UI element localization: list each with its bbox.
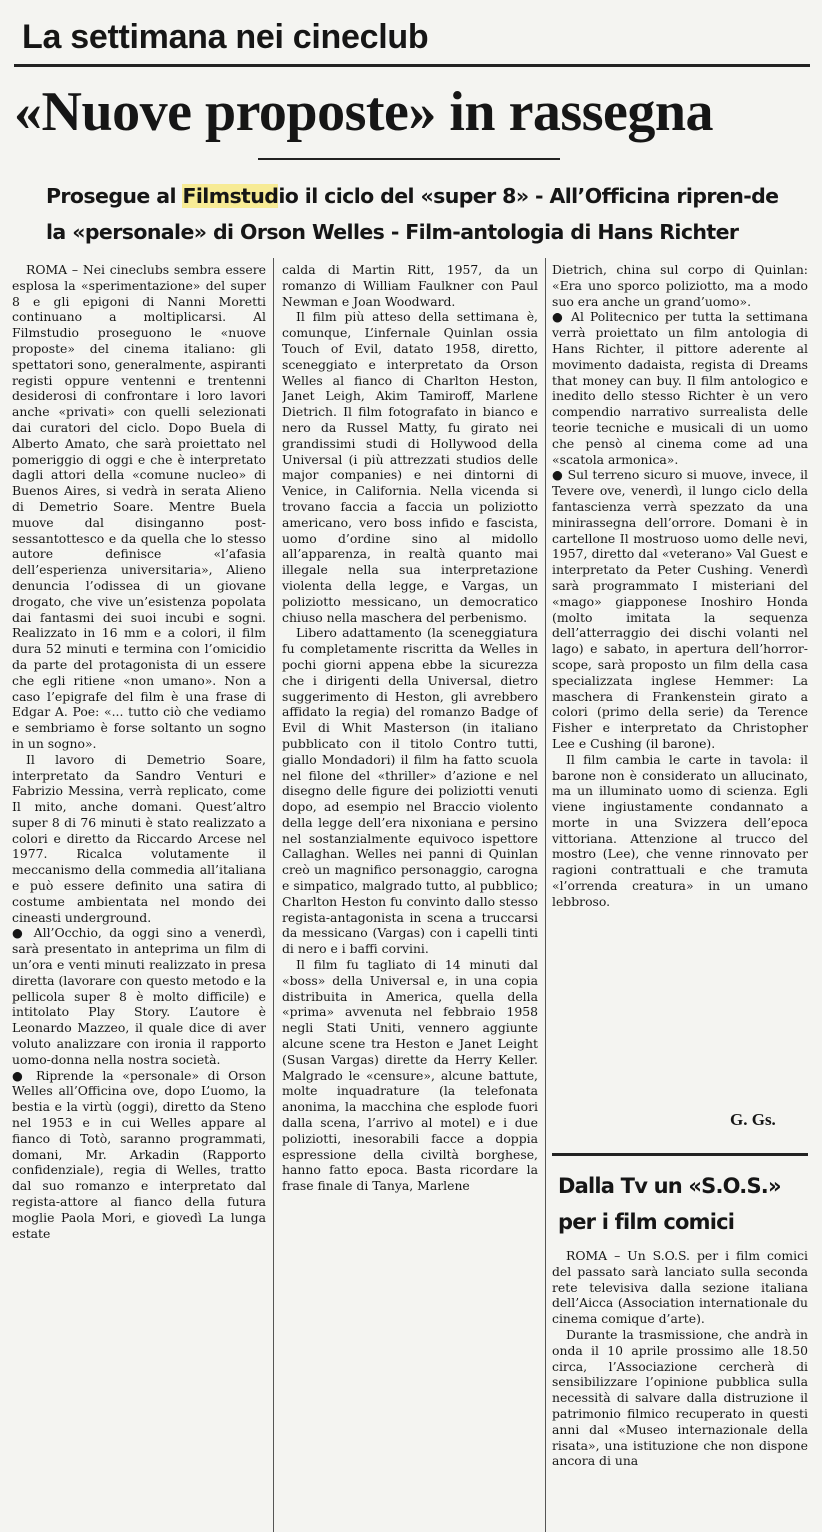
- column-divider: [273, 258, 274, 1532]
- paragraph: calda di Martin Ritt, 1957, da un romanzo di William Faulkner con Paul Newman e Joan Woodward.: [282, 262, 538, 309]
- paragraph: ROMA – Nei cineclubs sembra essere esplosa la «sperimentazione» del super 8 e gli epigoni di Nanni Moretti continuano a moltiplicarsi. Al Filmstudio proseguono le «nuove proposte» del cinema italiano: gli spettatori sono, generalmente, aspiranti registi oppure ventenni e trentenni desiderosi di confrontare i loro lavori anche «privati» con quelli selezionati dai curatori del ciclo. Dopo Buela di Alberto Amato, che sarà proiettato nel pomeriggio di oggi e che è interpretato dagli attori della «comune nucleo» di Buenos Aires, si vedrà in serata Alieno di Demetrio Soare. Mentre Buela muove dal disinganno post-sessantottesco e da quella che lo stesso autore definisce «l’afasia dell’esperienza universitaria», Alieno denuncia l’odissea di un giovane drogato, che vive un’esistenza popolata dai fantasmi dei suoi incubi e sogni. Realizzato in 16 mm e a colori, il film dura 52 minuti e termina con l’omicidio da parte del protagonista di un essere che egli ritiene «non umano». Non a caso l’epigrafe del film è una frase di Edgar A. Poe: «... tutto ciò che vediamo e sembriamo è forse soltanto un sogno in un sogno».: [12, 262, 266, 751]
- article-column-3: [552, 262, 808, 1110]
- kicker-rule: [14, 64, 810, 67]
- section-kicker: La settimana nei cineclub: [22, 18, 429, 56]
- headline-rule: [258, 158, 560, 160]
- paragraph: Libero adattamento (la sceneggiatura fu completamente riscritta da Welles in pochi giorni appena ebbe la sicurezza che i dirigenti della Universal, dietro suggerimento di Heston, gli avrebbero affidato la regia) del romanzo Badge of Evil di Whit Masterson (in italiano pubblicato con il titolo Contro tutti, giallo Mondadori) il film ha fatto scuola nel filone del «thriller» d’azione e nel disegno delle figure dei poliziotti venuti dopo, ad esempio nel Braccio violento della legge dell’era nixoniana e persino nel sostanzialmente equivoco ispettore Callaghan. Welles nei panni di Quinlan creò un magnifico personaggio, carogna e simpatico, malgrado tutto, al pubblico; Charlton Heston fu convinto dallo stesso regista-antagonista in scena a truccarsi da messicano (Vargas) con i capelli tinti di nero e i baffi corvini.: [282, 625, 538, 957]
- paragraph: Durante la trasmissione, che andrà in onda il 10 aprile prossimo alle 18.50 circa, l’Associazione cercherà di sensibilizzare l’opinione pubblica sulla necessità di salvare dalla distruzione il patrimonio filmico recuperato in questi anni dal «Museo internazionale della risata», una istituzione che non dispone ancora di una: [552, 1326, 808, 1469]
- column-divider: [545, 258, 546, 1532]
- paragraph: ● Riprende la «personale» di Orson Welles all’Officina ove, dopo L’uomo, la bestia e la virtù (oggi), diretto da Steno nel 1953 e in cui Welles appare al fianco di Totò, saranno programmati, domani, Mr. Arkadin (Rapporto confidenziale), regia di Welles, tratto dal suo romanzo e interpretato dal regista-attore al fianco della futura moglie Paola Mori, e giovedì La lunga estate: [12, 1067, 266, 1241]
- article-column-2: [282, 262, 538, 1528]
- sidebox-title: Dalla Tv un «S.O.S.» per i film comici: [558, 1174, 781, 1234]
- search-highlight: Filmstud: [182, 184, 279, 208]
- paragraph: ROMA – Un S.O.S. per i film comici del passato sarà lanciato sulla seconda rete televisiva dalla sezione italiana dell’Aicca (Association internationale du cinema comique d’arte).: [552, 1248, 808, 1327]
- paragraph: ● Sul terreno sicuro si muove, invece, il Tevere ove, venerdì, il lungo ciclo della fantascienza verrà spezzato da una minirassegna dell’orrore. Domani è in cartellone Il mostruoso uomo delle nevi, 1957, diretto dal «veterano» Val Guest e interpretato da Peter Cushing. Venerdì sarà programmato I misteriani del «mago» giapponese Inoshiro Honda (molto imitata la sequenza dell’atterraggio dei dischi volanti nel lago) e sabato, in apertura dell’horror-scope, sarà proposto un film della casa specializzata inglese Hemmer: La maschera di Frankenstein girato a colori (primo della serie) da Terence Fisher e interpretato da Christopher Lee e Cushing (il barone).: [552, 467, 808, 751]
- article-column-1: [12, 262, 266, 1528]
- paragraph: Dietrich, china sul corpo di Quinlan: «Era uno sporco poliziotto, ma a modo suo era anche un grand’uomo».: [552, 262, 808, 309]
- headline: «Nuove proposte» in rassegna: [14, 81, 714, 143]
- subheadline: [46, 178, 786, 250]
- paragraph: Il film cambia le carte in tavola: il barone non è considerato un allucinato, ma un illuminato uomo di scienza. Egli viene ingiustamente condannato a morte in una Svizzera dell’epoca vittoriana. Attenzione al trucco del mostro (Lee), che venne rinnovato per ragioni contrattuali e che tramuta «l’orrenda creatura» in un umano lebbroso.: [552, 751, 808, 909]
- sidebox-body: [552, 1248, 808, 1532]
- sidebox-rule: [552, 1153, 808, 1156]
- paragraph: Il film fu tagliato di 14 minuti dal «boss» della Universal e, in una copia distribuita in America, quella della «prima» avvenuta nel febbraio 1958 negli Stati Uniti, vennero aggiunte alcune scene tra Heston e Janet Leight (Susan Vargas) dirette da Herry Keller. Malgrado le «censure», alcune battute, molte inquadrature (la telefonata anonima, la macchina che esplode fuori dalla scena, l’arrivo al motel) e i due poliziotti, inesorabili facce a doppia espressione della civiltà borghese, hanno fatto epoca. Basta ricordare la frase finale di Tanya, Marlene: [282, 957, 538, 1194]
- subhead-rest: io il ciclo del «super 8» - All’Officina ripren-de la «personale» di Orson Welles - Film-antologia di Hans Richter: [46, 184, 779, 244]
- paragraph: ● All’Occhio, da oggi sino a venerdì, sarà presentato in anteprima un film di un’ora e venti minuti realizzato in presa diretta (lavorare con questo metodo e la pellicola super 8 è molto difficile) e intitolato Play Story. L’autore è Leonardo Mazzeo, il quale dice di aver voluto analizzare con ironia il rapporto uomo-donna nella nostra società.: [12, 925, 266, 1067]
- subhead-start: Prosegue al: [46, 184, 183, 208]
- paragraph: Il film più atteso della settimana è, comunque, L’infernale Quinlan ossia Touch of Evil, datato 1958, diretto, sceneggiato e interpretato da Orson Welles al fianco di Charlton Heston, Janet Leigh, Akim Tamiroff, Marlene Dietrich. Il film fotografato in bianco e nero da Russel Matty, fu girato nei grandissimi studi di Hollywood della Universal (i più attrezzati studios delle major companies) e nei dintorni di Venice, in California. Nella vicenda si trovano faccia a faccia un poliziotto americano, vero boss infido e fascista, uomo d’ordine sino al midollo all’apparenza, in realtà quanto mai illegale nella sua interpretazione violenta della legge, e Vargas, un poliziotto messicano, un democratico chiuso nella maschera del perbenismo.: [282, 309, 538, 625]
- paragraph: ● Al Politecnico per tutta la settimana verrà proiettato un film antologia di Hans Richter, il pittore aderente al movimento dadaista, regista di Dreams that money can buy. Il film antologico e inedito dello stesso Richter è un vero compendio narrativo surrealista delle teorie tecniche e musicali di un uomo che pensò al cinema come ad una «scatola armonica».: [552, 309, 808, 467]
- paragraph: Il lavoro di Demetrio Soare, interpretato da Sandro Venturi e Fabrizio Messina, verrà replicato, come Il mito, anche domani. Quest’altro super 8 di 76 minuti è stato realizzato a colori e diretto da Riccardo Arcese nel 1977. Ricalca volutamente il meccanismo della commedia all’italiana e può essere definito una satira di costume ambientata nel mondo dei cineasti underground.: [12, 751, 266, 925]
- author-signature: G. Gs.: [730, 1110, 776, 1129]
